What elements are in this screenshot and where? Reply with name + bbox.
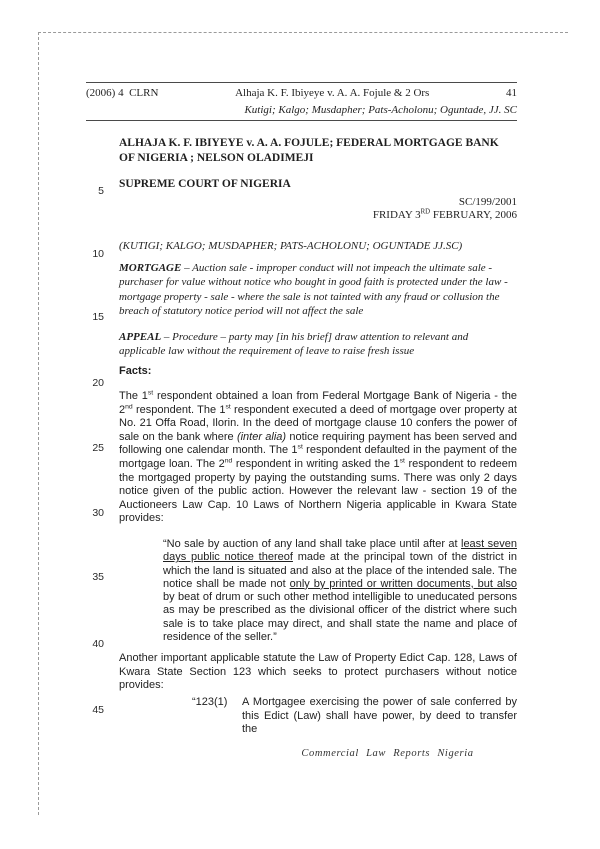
- page-content: [86, 0, 517, 849]
- trim-border-left: [38, 32, 39, 815]
- judgment-date: FRIDAY 3RD FEBRUARY, 2006: [372, 208, 517, 221]
- coram-line: (KUTIGI; KALGO; MUSDAPHER; PATS-ACHOLONU; OGUNTADE JJ.SC): [119, 240, 463, 252]
- margin-line-number: 35: [92, 571, 104, 583]
- statute-section-label: “123(1): [192, 696, 228, 708]
- headnote-mortgage: MORTGAGE – Auction sale - improper conduct will not impeach the ultimate sale - purchaser for value without notice who bought in good faith is protected under the law - mortgage property - sale - where the sale is not tainted with any fraud or collusion the breach of statutory notice period will not affect the sale: [119, 262, 508, 318]
- header-rule-top: [86, 82, 517, 83]
- suit-number: SC/199/2001: [458, 196, 517, 208]
- suit-and-date-block: [119, 196, 517, 222]
- margin-line-number: 30: [92, 507, 104, 519]
- header-rule-bottom: [86, 120, 517, 121]
- court-name: SUPREME COURT OF NIGERIA: [119, 178, 291, 190]
- facts-paragraph-2: Another important applicable statute the Law of Property Edict Cap. 128, Laws of Kwara State Section 123 which seeks to protect purchasers without notice provides:: [119, 652, 517, 692]
- margin-line-number: 20: [92, 377, 104, 389]
- facts-heading: Facts:: [119, 365, 152, 377]
- page-number: 41: [506, 87, 517, 99]
- running-judges-line: Kutigi; Kalgo; Musdapher; Pats-Acholonu; Oguntade, JJ. SC: [244, 104, 517, 116]
- margin-line-number: 5: [98, 185, 104, 197]
- case-title: ALHAJA K. F. IBIYEYE v. A. A. FOJULE; FEDERAL MORTGAGE BANK OF NIGERIA ; NELSON OLADIMEJI: [119, 137, 499, 164]
- report-citation: (2006) 4 CLRN: [86, 87, 159, 99]
- margin-line-number: 10: [92, 248, 104, 260]
- margin-line-number: 45: [92, 704, 104, 716]
- facts-paragraph-1: The 1st respondent obtained a loan from Federal Mortgage Bank of Nigeria - the 2nd respondent. The 1st respondent executed a deed of mortgage over property at No. 21 Offa Road, Ilorin. In the deed of mortgage clause 10 confers the power of sale on the bank where (inter alia) notice requiring payment has been served and following one calendar month. The 1st respondent defaulted in the payment of the mortgage loan. The 2nd respondent in writing asked the 1st respondent to redeem the mortgaged property by paying the outstanding sums. There was only 2 days notice given of the public action. However the relevant law - section 19 of the Auctioneers Law Cap. 10 Laws of Northern Nigeria applicable in Kwara State provides:: [119, 389, 517, 525]
- margin-line-number: 15: [92, 311, 104, 323]
- running-header: [86, 87, 517, 99]
- margin-line-number: 25: [92, 442, 104, 454]
- footer-imprint: Commercial Law Reports Nigeria: [301, 748, 474, 759]
- running-case-name: Alhaja K. F. Ibiyeye v. A. A. Fojule & 2 Ors: [235, 87, 430, 99]
- statute-quote-property-edict: [192, 696, 517, 737]
- headnote-appeal: APPEAL – Procedure – party may [in his brief] draw attention to relevant and applicable law without the requirement of leave to raise fresh issue: [119, 331, 469, 358]
- statute-section-text: A Mortgagee exercising the power of sale conferred by this Edict (Law) shall have power, by deed to transfer the: [242, 696, 517, 736]
- margin-line-number: 40: [92, 638, 104, 650]
- statute-quote-auctioneers-law: “No sale by auction of any land shall take place until after at least seven days public notice thereof made at the principal town of the district in which the land is situated and also at the place of the intended sale. The notice shall be made not only by printed or written documents, but also by beat of drum or such other method intelligible to uneducated persons as may be prescribed as the divisional officer of the district where such sale is to take place may direct, and shall state the name and place of residence of the seller.”: [163, 538, 517, 644]
